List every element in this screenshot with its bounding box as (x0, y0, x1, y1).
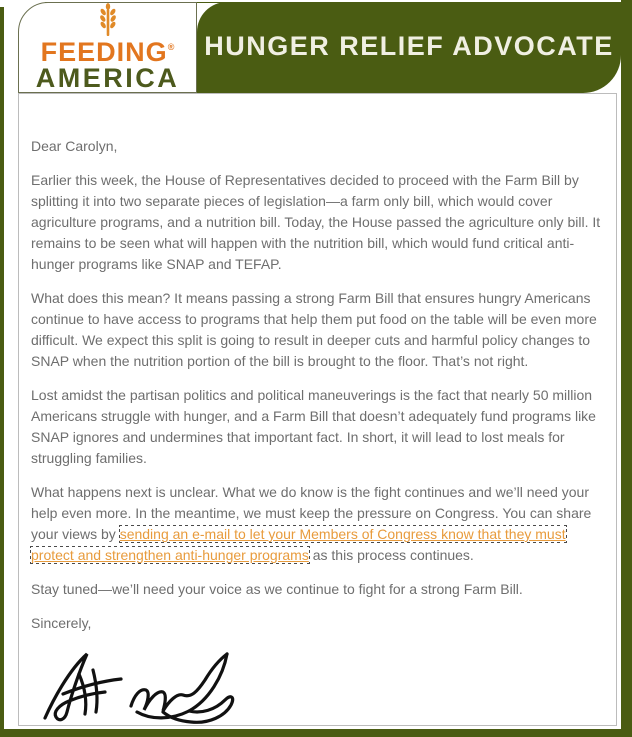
salutation: Dear Carolyn, (31, 138, 118, 154)
header-banner (197, 2, 621, 93)
paragraph-stay-tuned: Stay tuned—we’ll need your voice as we continue to fight for a strong Farm Bill. (31, 581, 523, 597)
frame-border-left (0, 7, 4, 737)
wheat-icon (96, 3, 120, 36)
feeding-america-logo (18, 2, 197, 93)
letter-body (18, 93, 617, 726)
logo-word-america: AMERICA (35, 63, 180, 93)
signature-scrawl (39, 647, 239, 726)
paragraph-lost-amidst: Lost amidst the partisan politics and political maneuverings is the fact that nearly 50 million Americans struggle with hunger, and a Farm Bill that doesn’t adequately fund programs like SNAP ignores and undermines that important fact. In short, it will lead to lost meals for struggling families. (31, 387, 596, 466)
action-pre-text: What happens next is unclear. What we do know is the fight continues and we’ll need your help even more. In the meantime, we must keep the pressure on Congress. You can share your views by (31, 484, 592, 542)
email-header (18, 2, 621, 93)
registered-mark: ® (167, 42, 175, 52)
banner-title: HUNGER RELIEF ADVOCATE (204, 31, 614, 61)
frame-border-right (621, 0, 632, 737)
action-post-text: as this process continues. (308, 547, 474, 563)
paragraph-what-it-means: What does this mean? It means passing a strong Farm Bill that ensures hungry Americans continue to have access to programs that help them put food on the table will be even more difficult. We expect this split is going to result in deeper cuts and harmful policy changes to SNAP when the nutrition portion of the bill is brought to the floor. That’s not right. (31, 290, 597, 369)
advocacy-email-link[interactable]: sending an e-mail to let your Members of Congress know that they must protect and strengthen anti-hunger programs (31, 526, 566, 563)
paragraph-farm-bill-split: Earlier this week, the House of Representatives decided to proceed with the Farm Bill by splitting it into two separate pieces of legislation—a farm only bill, which would cover agriculture programs, and a nutrition bill. Today, the House passed the agriculture only bill. It remains to be seen what will happen with the nutrition bill, which would fund critical anti-hunger programs like SNAP and TEFAP. (31, 172, 601, 272)
signoff: Sincerely, (31, 615, 92, 631)
logo-word-feeding: FEEDING® (40, 37, 175, 67)
paragraph-call-to-action (31, 482, 603, 566)
frame-border-bottom (0, 729, 632, 737)
